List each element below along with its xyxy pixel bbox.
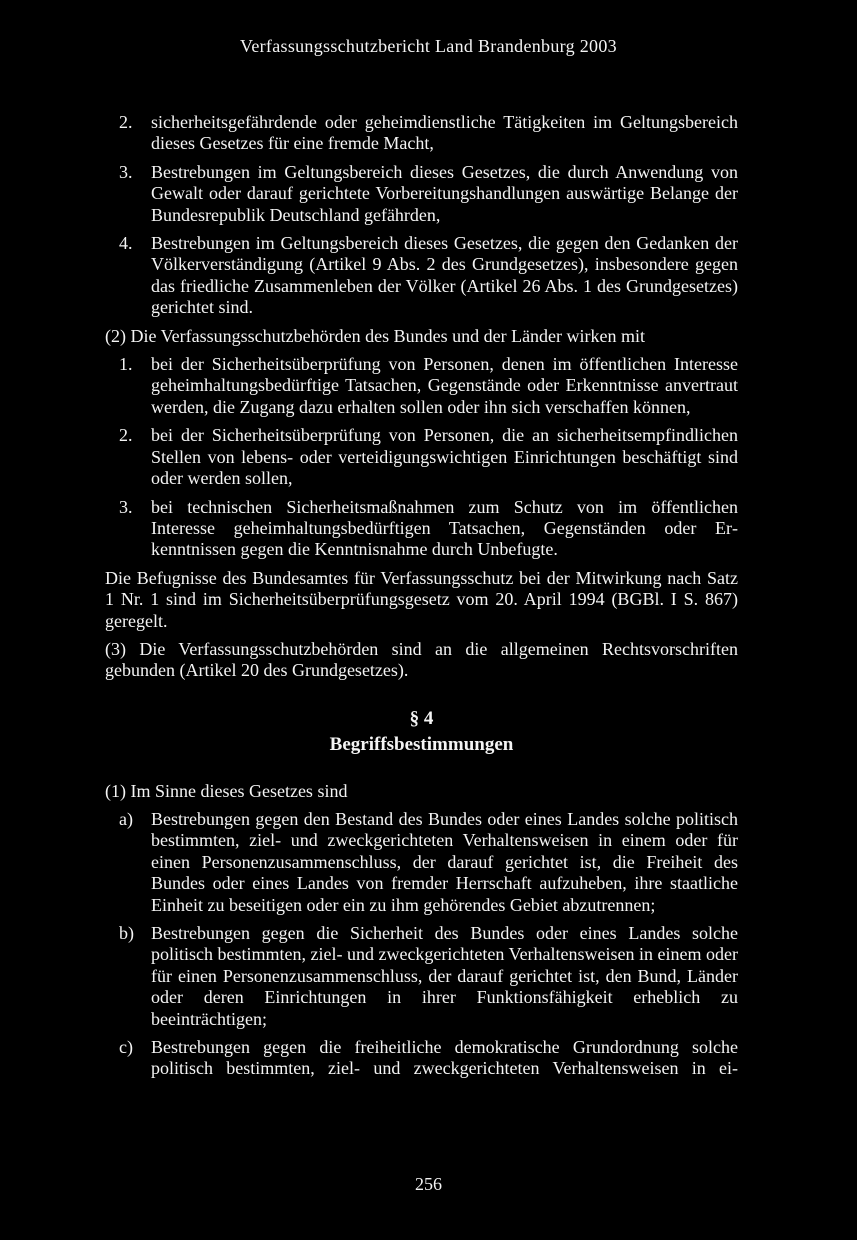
list-item-marker: 2. bbox=[119, 425, 133, 446]
list-item bbox=[105, 112, 738, 155]
page-content bbox=[105, 112, 738, 1087]
section-number: § 4 bbox=[409, 707, 434, 729]
list-item-text: Bestrebungen im Geltungsbereich dieses Gesetzes, die durch Anwendung von Gewalt oder darauf gerichtete Vorbereitungshandlungen auswärtige Belange der Bundesrepublik Deutschland gefährden, bbox=[151, 161, 738, 225]
list-item-text: Bestrebungen gegen den Bestand des Bundes oder eines Landes solche politisch bestimmten, ziel- und zweckgerichteten Verhaltensweisen in einem oder für einen Personenzusammenschluss, der darauf gerichtet ist, die Freiheit des Bundes oder eines Landes von fremder Herrschaft aufzuheben, ihre staatliche Einheit zu beseitigen oder ein zu ihm gehörendes Gebiet abzutrennen; bbox=[151, 808, 738, 915]
list-item-text: bei der Sicherheitsüberprüfung von Personen, die an sicherheitsempfindlichen Stellen von lebens- oder verteidigungswichtigen Einrichtungen beschäftigt sind oder werden sollen, bbox=[151, 425, 738, 489]
list-item-text: sicherheitsgefährdende oder geheimdienstliche Tätigkeiten im Geltungsbereich dieses Gesetzes für eine fremde Macht, bbox=[151, 112, 738, 154]
page-number: 256 bbox=[415, 1174, 442, 1194]
paragraph-abs3: (3) Die Verfassungsschutzbehörden sind an die allgemeinen Rechtsvorschriften gebunden (Artikel 20 des Grundgesetzes). bbox=[105, 638, 738, 681]
list-item-marker: 3. bbox=[119, 161, 133, 182]
list-item bbox=[105, 1037, 738, 1080]
list-item-marker: 2. bbox=[119, 112, 133, 132]
list-item-marker: b) bbox=[119, 923, 134, 943]
list-item-marker: 3. bbox=[119, 496, 133, 517]
list-item-text: Bestrebungen gegen die freiheitliche demokratische Grundordnung solche politisch bestimmten, ziel- und zweckgerichteten Verhaltensweisen in ei- bbox=[151, 1037, 738, 1079]
list-item bbox=[105, 809, 738, 916]
paragraph-abs2-intro: (2) Die Verfassungsschutzbehörden des Bundes und der Länder wirken mit bbox=[105, 325, 646, 346]
list-item-marker: 1. bbox=[119, 354, 133, 375]
list-item-text: bei technischen Sicherheitsmaßnahmen zum Schutz von im öffentlichen Interesse geheimhaltungsbedürftigen Tatsachen, Gegenständen oder Erkenntnissen gegen die Kenntnisnahme durch Unbefugte. bbox=[151, 496, 738, 560]
paragraph-abs1-intro: (1) Im Sinne dieses Gesetzes sind bbox=[105, 780, 348, 801]
list-item-marker: a) bbox=[119, 808, 133, 829]
list-item bbox=[105, 162, 738, 226]
running-header-title: Verfassungsschutzbericht Land Brandenburg 2003 bbox=[240, 36, 617, 56]
list-item bbox=[105, 425, 738, 489]
list-item-marker: c) bbox=[119, 1037, 133, 1058]
list-item bbox=[105, 233, 738, 319]
list-item bbox=[105, 497, 738, 561]
list-item-text: Bestrebungen gegen die Sicherheit des Bundes oder eines Landes solche politisch bestimmten, ziel- und zweckgerichteten Verhaltensweisen in einem oder für einen Personenzusammenschluss, der darauf gerichtet ist, den Bund, Länder oder deren Einrichtungen in ihrer Funktionsfähigkeit erheblich zu beeinträchtigen; bbox=[151, 923, 738, 1029]
list-item-text: bei der Sicherheitsüberprüfung von Personen, denen im öffentlichen Interesse geheimhaltungsbedürftige Tatsachen, Gegenstände oder Erkenntnisse anvertraut werden, die Zugang dazu erhalten sollen oder ihn sich verschaffen können, bbox=[151, 354, 738, 417]
section-heading bbox=[105, 708, 738, 756]
list-item-text: Bestrebungen im Geltungsbereich dieses Gesetzes, die gegen den Gedanken der Völkerverständigung (Artikel 9 Abs. 2 des Grundgesetzes), insbesondere gegen das friedliche Zusammenleben der Völker (Artikel 26 Abs. 1 des Grundgesetzes) gerichtet sind. bbox=[151, 233, 738, 318]
list-item bbox=[105, 923, 738, 1030]
list-item-marker: 4. bbox=[119, 233, 133, 254]
list-item bbox=[105, 354, 738, 418]
section-title: Begriffsbestimmungen bbox=[329, 734, 514, 756]
paragraph-befugnisse: Die Befugnisse des Bundesamtes für Verfassungsschutz bei der Mitwirkung nach Satz 1 Nr. 1 sind im Sicherheitsüberprüfungsgesetz vom 20. April 1994 (BGBl. I S. 867) geregelt. bbox=[105, 567, 738, 631]
